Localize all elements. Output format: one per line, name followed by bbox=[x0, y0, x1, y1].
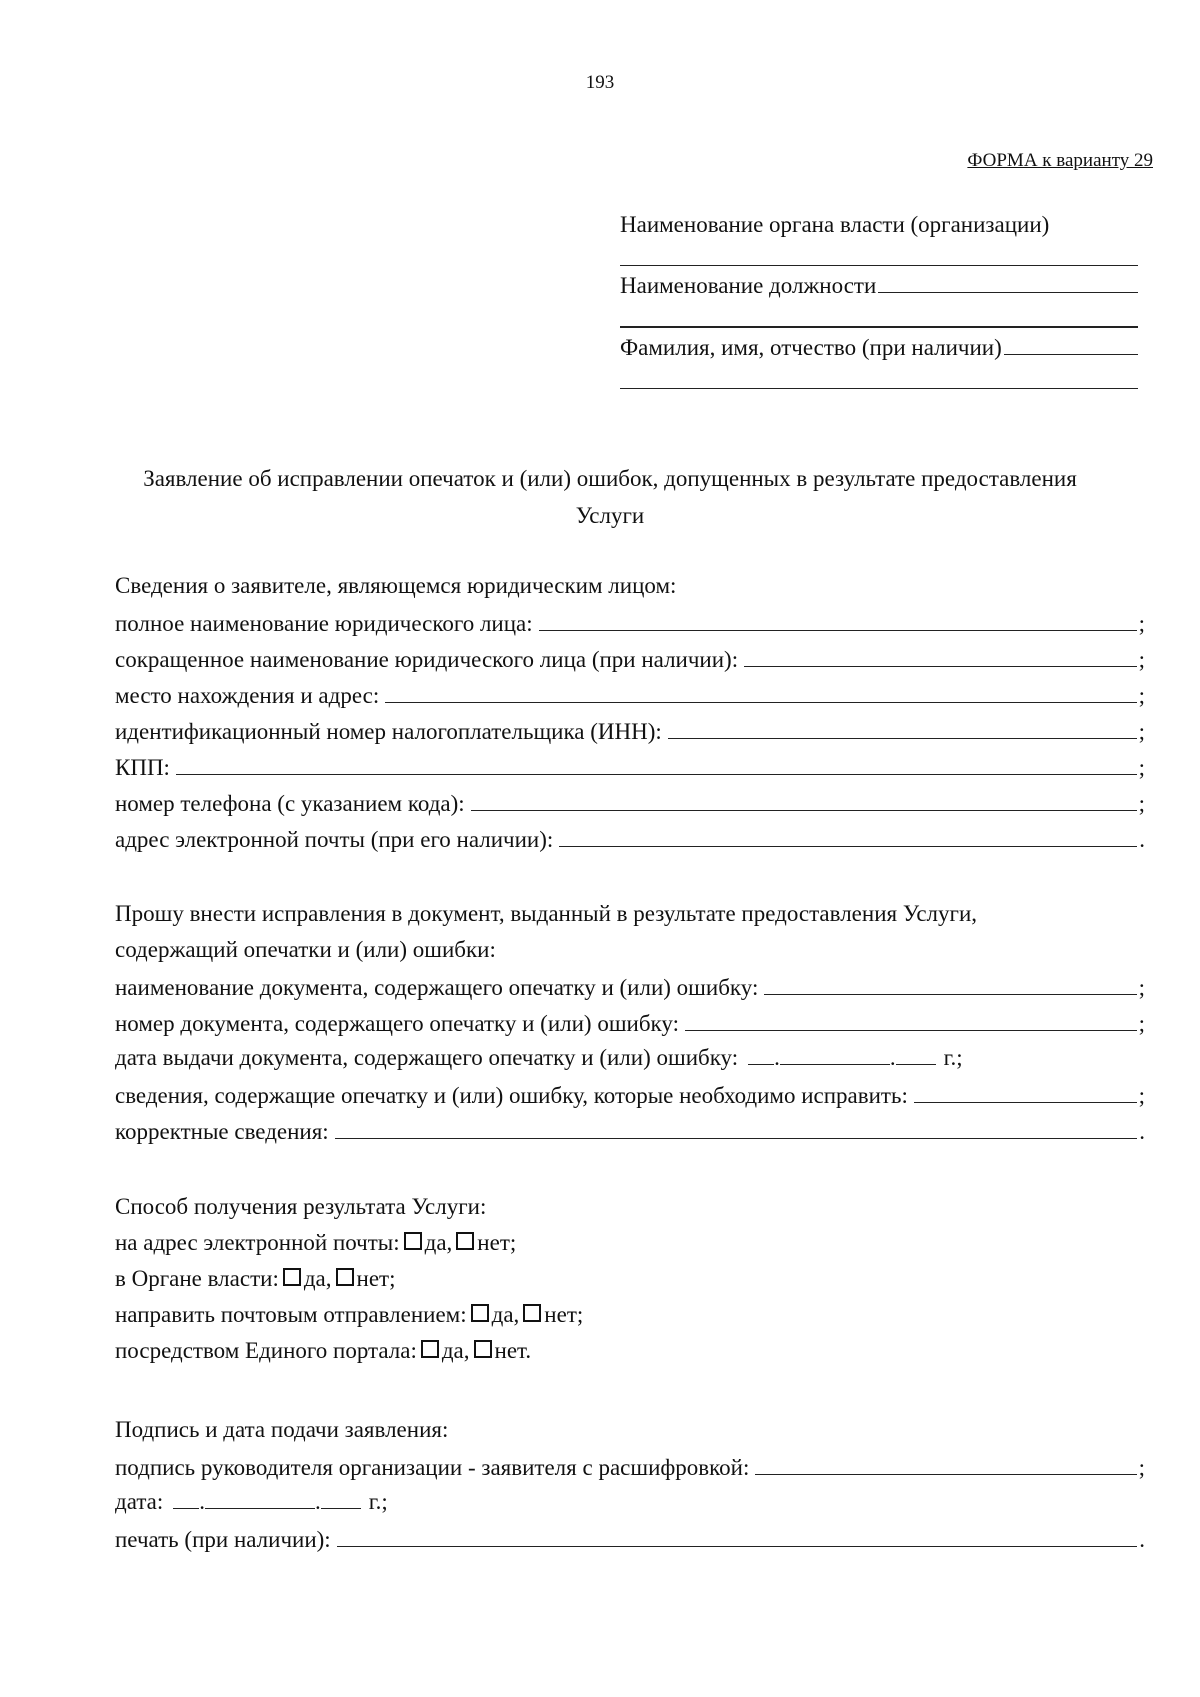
document-title: Заявление об исправлении опечаток и (или) ошибок, допущенных в результате предоставления Услуги bbox=[143, 466, 1077, 528]
authority-label: Наименование органа власти (организации) bbox=[620, 212, 1050, 237]
field-end: ; bbox=[1138, 719, 1145, 744]
full-name-input[interactable] bbox=[539, 604, 1137, 631]
field-end: ; bbox=[1138, 975, 1145, 1000]
full-name-label: Фамилия, имя, отчество (при наличии) bbox=[620, 335, 1002, 360]
full-name-field[interactable] bbox=[1004, 328, 1138, 355]
issue-date-day-input[interactable] bbox=[748, 1040, 774, 1065]
option-label: посредством Единого портала: bbox=[115, 1338, 417, 1363]
date-separator: . bbox=[774, 1045, 780, 1070]
request-field-doc-number bbox=[115, 1004, 1145, 1040]
date-separator: . bbox=[199, 1489, 205, 1514]
field-end: ; bbox=[1138, 611, 1145, 636]
field-label: наименование документа, содержащего опечатку и (или) ошибку: bbox=[115, 975, 759, 1000]
applicant-field-address bbox=[115, 676, 1145, 712]
applicant-field-full-name bbox=[115, 604, 1145, 640]
field-label: место нахождения и адрес: bbox=[115, 683, 380, 708]
field-end: ; bbox=[1138, 791, 1145, 816]
signature-field-seal bbox=[115, 1520, 1145, 1556]
position-line bbox=[620, 266, 1138, 306]
yes-checkbox[interactable] bbox=[471, 1304, 489, 1322]
delivery-option-post bbox=[115, 1297, 1145, 1333]
inn-input[interactable] bbox=[668, 712, 1137, 739]
yes-label: да, bbox=[441, 1338, 470, 1363]
form-label: ФОРМА к варианту 29 bbox=[967, 150, 1153, 171]
field-label: полное наименование юридического лица: bbox=[115, 611, 533, 636]
no-label: нет; bbox=[477, 1230, 517, 1255]
delivery-option-email bbox=[115, 1225, 1145, 1261]
field-label: номер телефона (с указанием кода): bbox=[115, 791, 465, 816]
field-label: дата выдачи документа, содержащего опечатку и (или) ошибку: bbox=[115, 1045, 739, 1070]
seal-input[interactable] bbox=[337, 1520, 1138, 1547]
position-label: Наименование должности bbox=[620, 273, 877, 298]
no-label: нет; bbox=[544, 1302, 584, 1327]
address-input[interactable] bbox=[385, 676, 1136, 703]
signature-heading: Подпись и дата подачи заявления: bbox=[115, 1417, 449, 1442]
field-end: ; bbox=[1138, 1011, 1145, 1036]
field-end: . bbox=[1139, 1119, 1145, 1144]
sign-date-month-input[interactable] bbox=[205, 1484, 315, 1509]
option-label: в Органе власти: bbox=[115, 1266, 279, 1291]
signature-input[interactable] bbox=[755, 1448, 1136, 1475]
applicant-field-inn bbox=[115, 712, 1145, 748]
doc-name-input[interactable] bbox=[764, 968, 1136, 995]
signature-field-date bbox=[115, 1484, 1145, 1520]
request-intro-2: содержащий опечатки и (или) ошибки: bbox=[115, 937, 496, 962]
request-intro-1: Прошу внести исправления в документ, выданный в результате предоставления Услуги, bbox=[115, 901, 978, 926]
field-label: адрес электронной почты (при его наличии): bbox=[115, 827, 554, 852]
date-separator: . bbox=[889, 1045, 896, 1070]
option-label: направить почтовым отправлением: bbox=[115, 1302, 467, 1327]
applicant-field-email bbox=[115, 820, 1145, 856]
applicant-heading: Сведения о заявителе, являющемся юридическим лицом: bbox=[115, 573, 677, 598]
yes-checkbox[interactable] bbox=[404, 1232, 422, 1250]
addressee-block bbox=[620, 205, 1138, 389]
delivery-heading-line bbox=[115, 1189, 1145, 1225]
position-field[interactable] bbox=[878, 266, 1138, 293]
field-label: сведения, содержащие опечатку и (или) ошибку, которые необходимо исправить: bbox=[115, 1083, 908, 1108]
doc-number-input[interactable] bbox=[685, 1004, 1137, 1031]
field-end: . bbox=[1139, 827, 1145, 852]
request-field-correct-info bbox=[115, 1112, 1145, 1148]
field-end: ; bbox=[1138, 755, 1145, 780]
field-end: ; bbox=[1138, 1083, 1145, 1108]
no-checkbox[interactable] bbox=[474, 1340, 492, 1358]
date-suffix: г.; bbox=[943, 1045, 963, 1070]
sign-date-year-input[interactable] bbox=[321, 1484, 361, 1509]
signature-field-sign bbox=[115, 1448, 1145, 1484]
date-separator: . bbox=[315, 1489, 321, 1514]
issue-date-month-input[interactable] bbox=[780, 1040, 890, 1065]
applicant-section bbox=[115, 568, 1145, 856]
kpp-input[interactable] bbox=[176, 748, 1137, 775]
yes-label: да, bbox=[491, 1302, 520, 1327]
phone-input[interactable] bbox=[471, 784, 1137, 811]
field-end: ; bbox=[1138, 1455, 1145, 1480]
authority-line bbox=[620, 205, 1138, 245]
delivery-option-portal bbox=[115, 1333, 1145, 1369]
applicant-field-phone bbox=[115, 784, 1145, 820]
request-intro-line-1 bbox=[115, 896, 1145, 932]
delivery-heading: Способ получения результата Услуги: bbox=[115, 1194, 487, 1219]
correct-info-input[interactable] bbox=[335, 1112, 1138, 1139]
request-field-erroneous-info bbox=[115, 1076, 1145, 1112]
sign-date-day-input[interactable] bbox=[173, 1484, 199, 1509]
page-number: 193 bbox=[585, 72, 615, 93]
field-label: сокращенное наименование юридического лица (при наличии): bbox=[115, 647, 739, 672]
short-name-input[interactable] bbox=[744, 640, 1137, 667]
signature-heading-line bbox=[115, 1412, 1145, 1448]
yes-label: да, bbox=[303, 1266, 332, 1291]
email-input[interactable] bbox=[559, 820, 1137, 847]
no-label: нет; bbox=[356, 1266, 396, 1291]
yes-checkbox[interactable] bbox=[283, 1268, 301, 1286]
yes-checkbox[interactable] bbox=[421, 1340, 439, 1358]
option-label: на адрес электронной почты: bbox=[115, 1230, 400, 1255]
field-label: номер документа, содержащего опечатку и (или) ошибку: bbox=[115, 1011, 679, 1036]
issue-date-year-input[interactable] bbox=[896, 1040, 936, 1065]
authority-field[interactable] bbox=[620, 245, 1138, 266]
signature-section bbox=[115, 1412, 1145, 1556]
date-suffix: г.; bbox=[368, 1489, 388, 1514]
delivery-section bbox=[115, 1189, 1145, 1369]
field-label: дата: bbox=[115, 1489, 164, 1514]
applicant-field-kpp bbox=[115, 748, 1145, 784]
field-end: ; bbox=[1138, 683, 1145, 708]
request-section bbox=[115, 896, 1145, 1148]
field-label: идентификационный номер налогоплательщика (ИНН): bbox=[115, 719, 662, 744]
field-label: корректные сведения: bbox=[115, 1119, 329, 1144]
full-name-field-extra[interactable] bbox=[620, 368, 1138, 389]
full-name-line bbox=[620, 328, 1138, 368]
request-field-issue-date bbox=[115, 1040, 1145, 1076]
no-checkbox[interactable] bbox=[456, 1232, 474, 1250]
field-label: подпись руководителя организации - заявителя с расшифровкой: bbox=[115, 1455, 750, 1480]
erroneous-info-input[interactable] bbox=[914, 1076, 1137, 1103]
no-label: нет. bbox=[494, 1338, 532, 1363]
field-end: ; bbox=[1138, 647, 1145, 672]
no-checkbox[interactable] bbox=[523, 1304, 541, 1322]
no-checkbox[interactable] bbox=[336, 1268, 354, 1286]
field-end: . bbox=[1139, 1527, 1145, 1552]
applicant-heading-line bbox=[115, 568, 1145, 604]
request-intro-line-2 bbox=[115, 932, 1145, 968]
applicant-field-short-name bbox=[115, 640, 1145, 676]
field-label: печать (при наличии): bbox=[115, 1527, 331, 1552]
field-label: КПП: bbox=[115, 755, 170, 780]
yes-label: да, bbox=[424, 1230, 453, 1255]
position-field-extra[interactable] bbox=[620, 306, 1138, 328]
delivery-option-authority bbox=[115, 1261, 1145, 1297]
request-field-doc-name bbox=[115, 968, 1145, 1004]
